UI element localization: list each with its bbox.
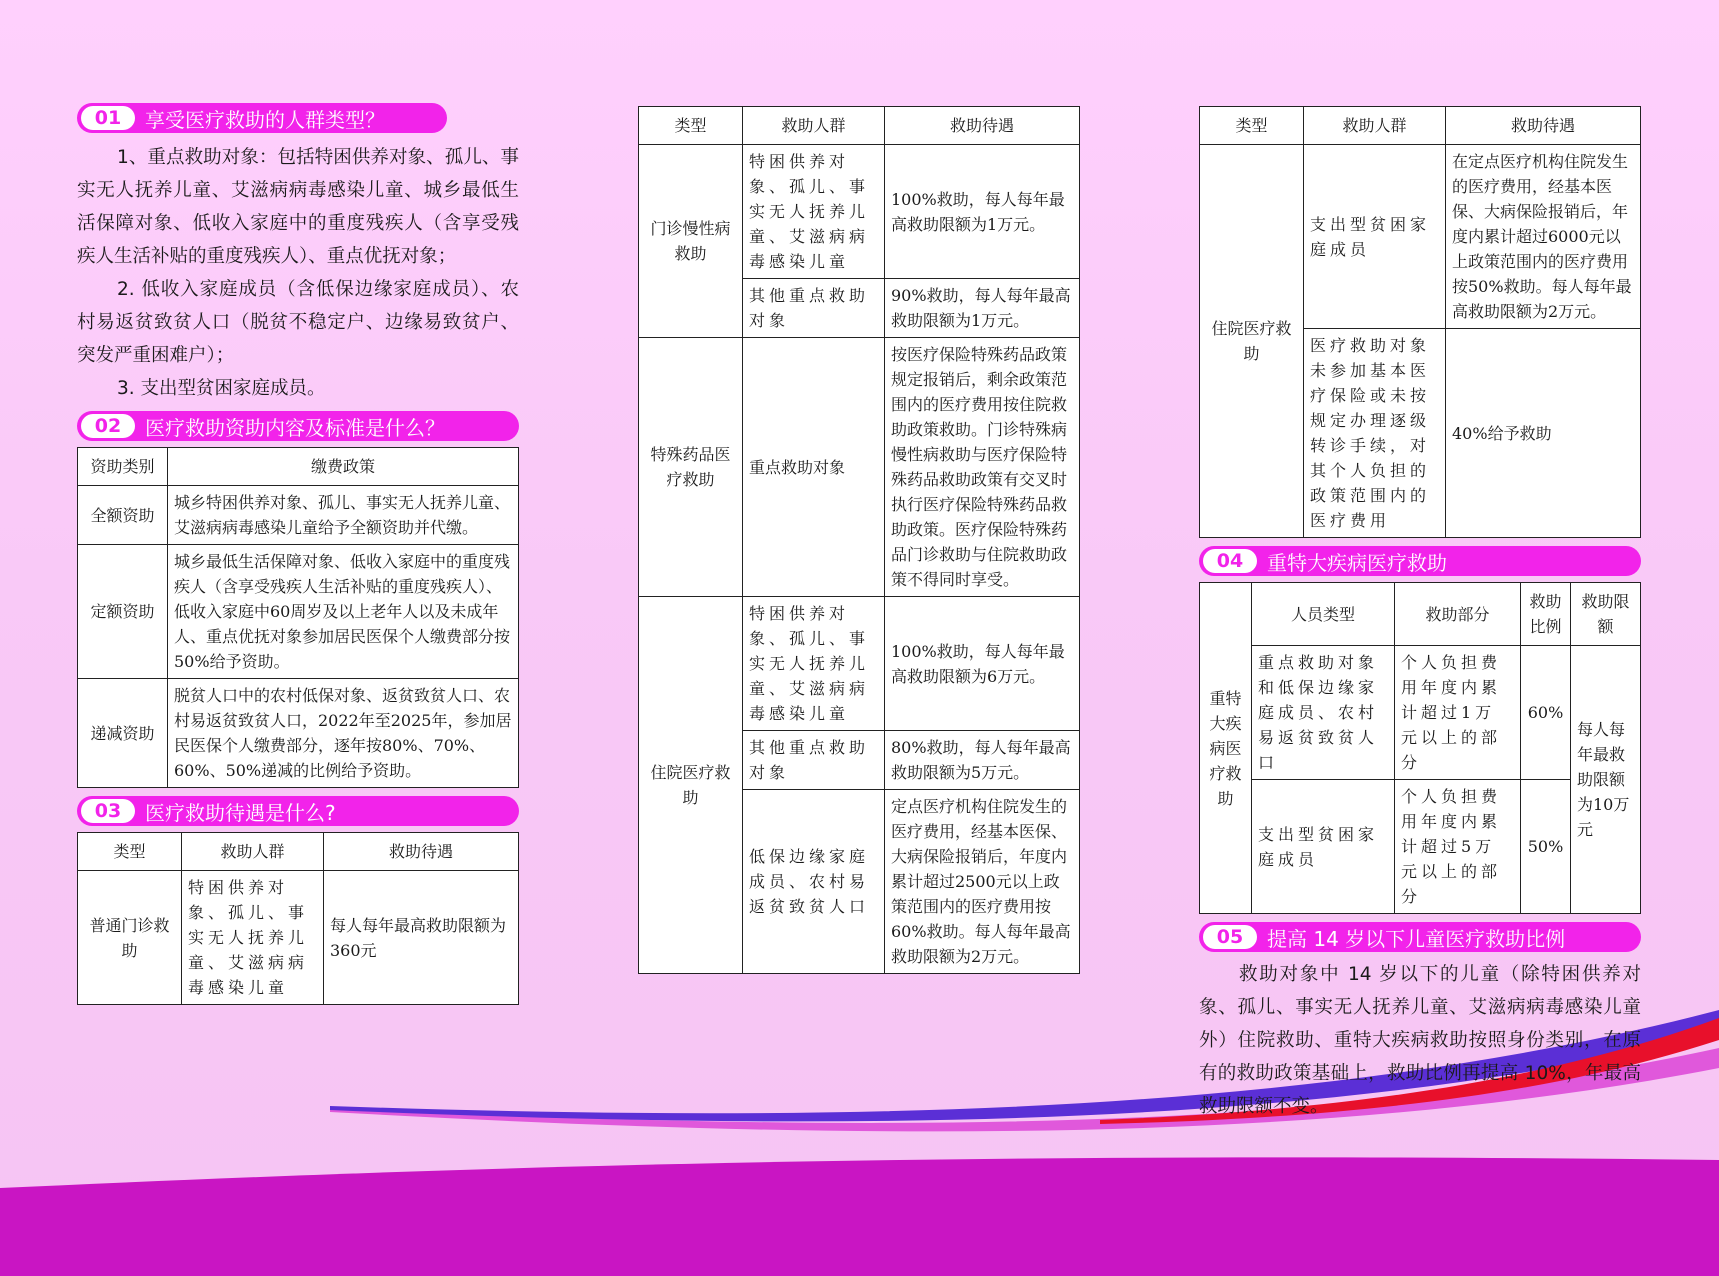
table-cell: 城乡特困供养对象、孤儿、事实无人抚养儿童、艾滋病病毒感染儿童给予全额资助并代缴。 xyxy=(168,486,519,545)
table-row xyxy=(639,338,1080,597)
table-row xyxy=(1200,145,1641,329)
column-header: 资助类别 xyxy=(78,448,168,486)
section-number: 05 xyxy=(1203,925,1257,949)
table-cell: 低保边缘家庭成员、农村易返贫致贫人口 xyxy=(743,790,885,974)
table-cell: 60% xyxy=(1521,646,1571,780)
section-title: 享受医疗救助的人群类型？ xyxy=(145,107,385,132)
column-header: 救助待遇 xyxy=(324,833,519,871)
table-cell: 普通门诊救助 xyxy=(78,871,182,1005)
table-row xyxy=(78,679,519,788)
section-number: 03 xyxy=(81,799,135,823)
column-header: 缴费政策 xyxy=(168,448,519,486)
section-number: 04 xyxy=(1203,549,1257,573)
column-header: 救助待遇 xyxy=(1446,107,1641,145)
section-header-05 xyxy=(1199,922,1641,952)
table-cell: 支出型贫困家庭成员 xyxy=(1252,780,1395,914)
table-row xyxy=(639,597,1080,731)
subsidy-table xyxy=(77,447,519,788)
table-cell: 特殊药品医疗救助 xyxy=(639,338,743,597)
table-cell: 住院医疗救助 xyxy=(639,597,743,974)
table-cell: 特困供养对象、孤儿、事实无人抚养儿童、艾滋病病毒感染儿童 xyxy=(743,597,885,731)
column-header: 救助人群 xyxy=(743,107,885,145)
outpatient-table xyxy=(77,832,519,1005)
benefit-table xyxy=(638,106,1080,974)
paragraph: 1、重点救助对象：包括特困供养对象、孤儿、事实无人抚养儿童、艾滋病病毒感染儿童、城乡最低生活保障对象、低收入家庭中的重度残疾人（含享受残疾人生活补贴的重度残疾人）、重点优抚对象； xyxy=(77,147,519,267)
table-cell: 每人每年最救助限额为10万元 xyxy=(1571,646,1641,914)
column-header: 救助比例 xyxy=(1521,583,1571,646)
left-column xyxy=(77,103,519,1005)
table-cell: 医疗救助对象未参加基本医疗保险或未按规定办理逐级转诊手续，对其个人负担的政策范围内的医疗费用 xyxy=(1304,329,1446,538)
section-header-03 xyxy=(77,796,519,826)
table-cell: 50% xyxy=(1521,780,1571,914)
table-cell: 递减资助 xyxy=(78,679,168,788)
table-row xyxy=(639,145,1080,279)
column-header: 救助部分 xyxy=(1395,583,1521,646)
table-cell: 定额资助 xyxy=(78,545,168,679)
paragraph: 2. 低收入家庭成员（含低保边缘家庭成员）、农村易返贫致贫人口（脱贫不稳定户、边缘易致贫户、突发严重困难户）； xyxy=(77,279,519,366)
table-cell: 重点救助对象 xyxy=(743,338,885,597)
column-header: 救助待遇 xyxy=(885,107,1080,145)
table-cell: 特困供养对象、孤儿、事实无人抚养儿童、艾滋病病毒感染儿童 xyxy=(182,871,324,1005)
column-header: 救助人群 xyxy=(182,833,324,871)
table-cell: 脱贫人口中的农村低保对象、返贫致贫人口、农村易返贫致贫人口，2022年至2025年，参加居民医保个人缴费部分，逐年按80%、70%、60%、50%递减的比例给予资助。 xyxy=(168,679,519,788)
table-cell: 90%救助，每人每年最高救助限额为1万元。 xyxy=(885,279,1080,338)
serious-illness-table xyxy=(1199,582,1641,914)
table-cell: 重特大疾病医疗救助 xyxy=(1200,583,1252,914)
column-header: 人员类型 xyxy=(1252,583,1395,646)
section-header-02 xyxy=(77,411,519,441)
hospital-table xyxy=(1199,106,1641,538)
table-cell: 100%救助，每人每年最高救助限额为6万元。 xyxy=(885,597,1080,731)
table-cell: 门诊慢性病救助 xyxy=(639,145,743,338)
paragraph: 救助对象中 14 岁以下的儿童（除特困供养对象、孤儿、事实无人抚养儿童、艾滋病病毒感染儿童外）住院救助、重特大疾病救助按照身份类别，在原有的救助政策基础上，救助比例再提高 10%，年最高救助限额不变。 xyxy=(1199,964,1641,1117)
section-title: 医疗救助资助内容及标准是什么？ xyxy=(145,415,445,440)
column-header: 类型 xyxy=(78,833,182,871)
table-cell: 重点救助对象和低保边缘家庭成员、农村易返贫致贫人口 xyxy=(1252,646,1395,780)
table-row xyxy=(1200,646,1641,780)
table-row xyxy=(78,871,519,1005)
section-title: 医疗救助待遇是什么? xyxy=(145,800,336,825)
table-cell: 按医疗保险特殊药品政策规定报销后，剩余政策范围内的医疗费用按住院救助政策救助。门诊特殊病慢性病救助与医疗保险特殊药品救助政策有交叉时执行医疗保险特殊药品救助政策。医疗保险特殊药品门诊救助与住院救助政策不得同时享受。 xyxy=(885,338,1080,597)
table-cell: 全额资助 xyxy=(78,486,168,545)
table-cell: 支出型贫困家庭成员 xyxy=(1304,145,1446,329)
table-cell: 城乡最低生活保障对象、低收入家庭中的重度残疾人（含享受残疾人生活补贴的重度残疾人）、低收入家庭中60周岁及以上老年人以及未成年人、重点优抚对象参加居民医保个人缴费部分按50%给予资助。 xyxy=(168,545,519,679)
table-cell: 其他重点救助对象 xyxy=(743,731,885,790)
table-cell: 每人每年最高救助限额为360元 xyxy=(324,871,519,1005)
table-cell: 80%救助，每人每年最高救助限额为5万元。 xyxy=(885,731,1080,790)
table-cell: 定点医疗机构住院发生的医疗费用，经基本医保、大病保险报销后，年度内累计超过2500元以上政策范围内的医疗费用按60%救助。每人每年最高救助限额为2万元。 xyxy=(885,790,1080,974)
right-column xyxy=(1199,106,1641,1123)
table-cell: 其他重点救助对象 xyxy=(743,279,885,338)
section-number: 02 xyxy=(81,414,135,438)
middle-column xyxy=(638,106,1080,974)
table-cell: 住院医疗救助 xyxy=(1200,145,1304,538)
table-cell: 个人负担费用年度内累计超过5万元以上的部分 xyxy=(1395,780,1521,914)
section-header-04 xyxy=(1199,546,1641,576)
table-cell: 个人负担费用年度内累计超过1万元以上的部分 xyxy=(1395,646,1521,780)
table-row xyxy=(78,486,519,545)
section-title: 提高 14 岁以下儿童医疗救助比例 xyxy=(1267,926,1566,951)
table-cell: 40%给予救助 xyxy=(1446,329,1641,538)
table-cell: 特困供养对象、孤儿、事实无人抚养儿童、艾滋病病毒感染儿童 xyxy=(743,145,885,279)
column-header: 救助限额 xyxy=(1571,583,1641,646)
section-number: 01 xyxy=(81,106,135,130)
paragraph: 3. 支出型贫困家庭成员。 xyxy=(117,378,326,399)
table-cell: 在定点医疗机构住院发生的医疗费用，经基本医保、大病保险报销后，年度内累计超过6000元以上政策范围内的医疗费用按50%救助。每人每年最高救助限额为2万元。 xyxy=(1446,145,1641,329)
column-header: 救助人群 xyxy=(1304,107,1446,145)
column-header: 类型 xyxy=(1200,107,1304,145)
column-header: 类型 xyxy=(639,107,743,145)
table-cell: 100%救助，每人每年最高救助限额为1万元。 xyxy=(885,145,1080,279)
section-header-01 xyxy=(77,103,447,133)
section-title: 重特大疾病医疗救助 xyxy=(1267,550,1447,575)
table-row xyxy=(78,545,519,679)
